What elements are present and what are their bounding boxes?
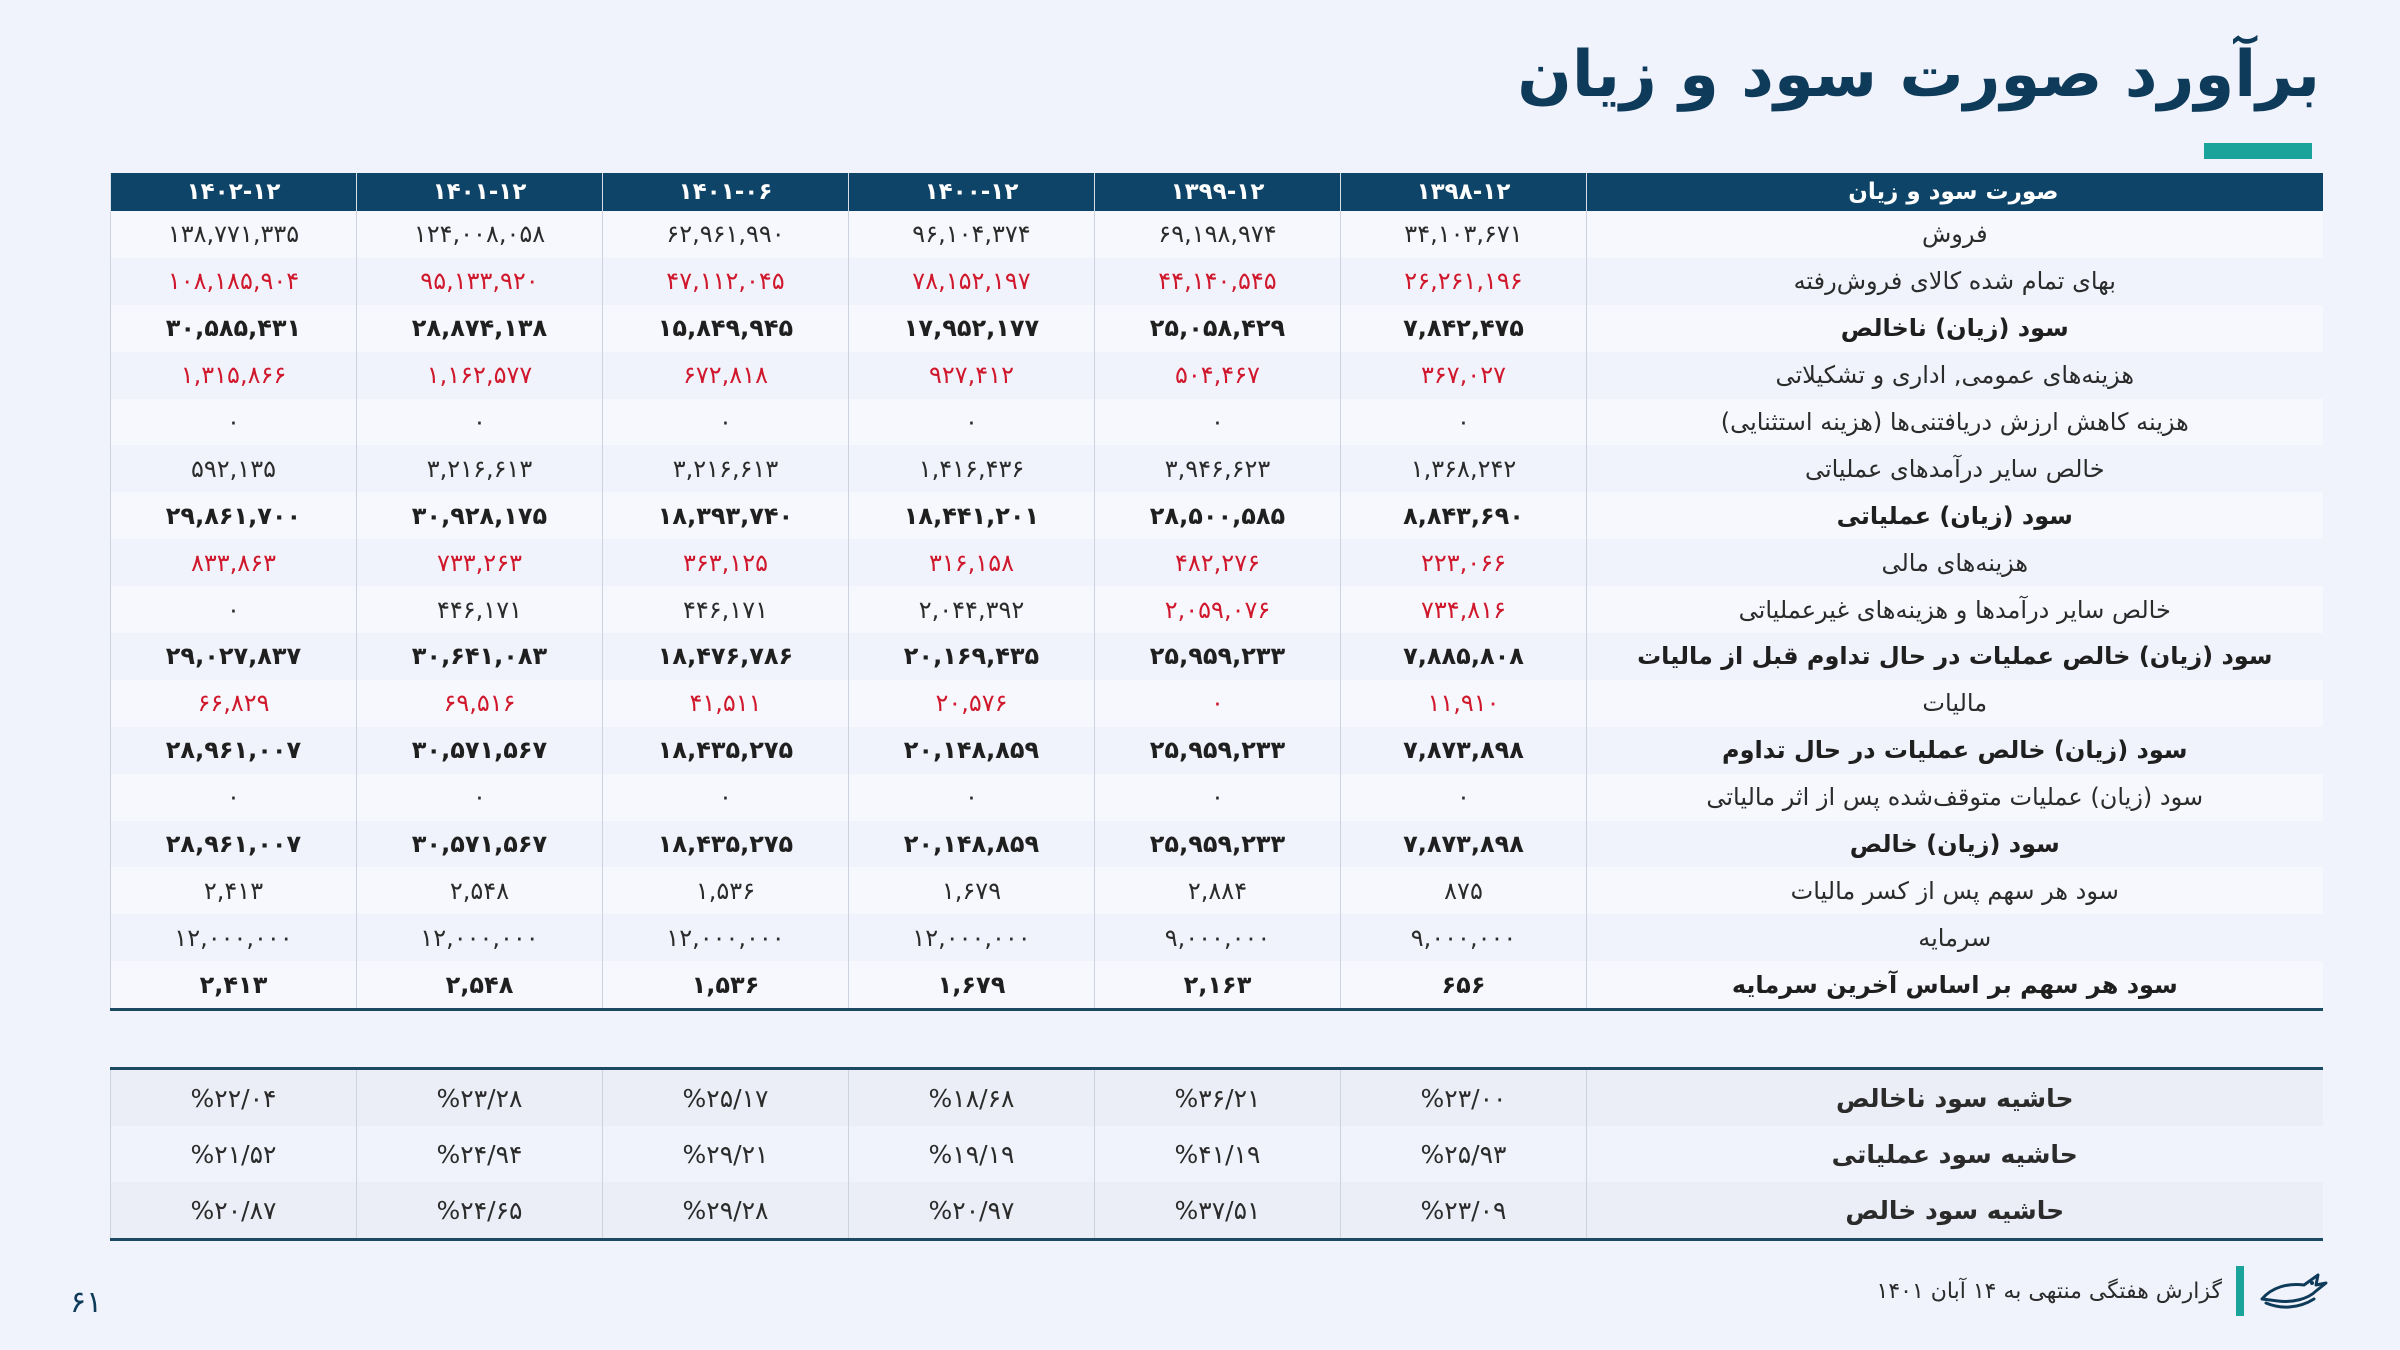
- value-cell: ۳۰,۵۷۱,۵۶۷: [357, 821, 603, 868]
- period-header: ۱۴۰۰-۱۲: [849, 173, 1095, 211]
- margins-body: [111, 1069, 2323, 1240]
- margin-value-cell: %۳۶/۲۱: [1095, 1069, 1341, 1127]
- row-label: هزینه کاهش ارزش دریافتنی‌ها (هزینه استثنایی): [1587, 399, 2323, 446]
- row-label: هزینه‌های عمومی, اداری و تشکیلاتی: [1587, 352, 2323, 399]
- value-cell: ۶۵۶: [1341, 961, 1587, 1009]
- value-cell: ۷۳۳,۲۶۳: [357, 539, 603, 586]
- value-cell: ۰: [111, 586, 357, 633]
- value-cell: ۲,۴۱۳: [111, 867, 357, 914]
- value-cell: ۰: [1341, 399, 1587, 446]
- value-cell: ۸۳۳,۸۶۳: [111, 539, 357, 586]
- value-cell: ۴۸۲,۲۷۶: [1095, 539, 1341, 586]
- value-cell: ۱,۱۶۲,۵۷۷: [357, 352, 603, 399]
- value-cell: ۱,۳۶۸,۲۴۲: [1341, 445, 1587, 492]
- value-cell: ۲۸,۵۰۰,۵۸۵: [1095, 492, 1341, 539]
- table-row: [111, 821, 2323, 868]
- value-cell: ۲۸,۹۶۱,۰۰۷: [111, 727, 357, 774]
- value-cell: ۲,۵۴۸: [357, 867, 603, 914]
- table-row: [111, 258, 2323, 305]
- value-cell: ۳۶۳,۱۲۵: [603, 539, 849, 586]
- title-accent-bar: [2204, 143, 2312, 159]
- margin-row: [111, 1182, 2323, 1240]
- period-header: ۱۳۹۹-۱۲: [1095, 173, 1341, 211]
- value-cell: ۷,۸۸۵,۸۰۸: [1341, 633, 1587, 680]
- value-cell: ۱۲,۰۰۰,۰۰۰: [603, 914, 849, 961]
- value-cell: ۱۸,۴۴۱,۲۰۱: [849, 492, 1095, 539]
- value-cell: ۱,۶۷۹: [849, 961, 1095, 1009]
- value-cell: ۰: [111, 399, 357, 446]
- income-statement-table: [110, 173, 2323, 1011]
- margin-value-cell: %۲۴/۶۵: [357, 1182, 603, 1240]
- value-cell: ۱۸,۴۳۵,۲۷۵: [603, 821, 849, 868]
- margin-row: [111, 1126, 2323, 1182]
- value-cell: ۱,۴۱۶,۴۳۶: [849, 445, 1095, 492]
- value-cell: ۶۲,۹۶۱,۹۹۰: [603, 211, 849, 258]
- value-cell: ۰: [357, 774, 603, 821]
- value-cell: ۷,۸۷۳,۸۹۸: [1341, 821, 1587, 868]
- value-cell: ۲۰,۱۴۸,۸۵۹: [849, 821, 1095, 868]
- row-label: سود (زیان) خالص عملیات در حال تداوم: [1587, 727, 2323, 774]
- table-row: [111, 961, 2323, 1009]
- value-cell: ۸,۸۴۳,۶۹۰: [1341, 492, 1587, 539]
- value-cell: ۳۶۷,۰۲۷: [1341, 352, 1587, 399]
- row-label: سود هر سهم پس از کسر مالیات: [1587, 867, 2323, 914]
- value-cell: ۱۲,۰۰۰,۰۰۰: [849, 914, 1095, 961]
- table-row: [111, 914, 2323, 961]
- margin-value-cell: %۲۵/۱۷: [603, 1069, 849, 1127]
- row-label: خالص سایر درآمدها و هزینه‌های غیرعملیاتی: [1587, 586, 2323, 633]
- value-cell: ۳,۲۱۶,۶۱۳: [603, 445, 849, 492]
- value-cell: ۲۰,۵۷۶: [849, 680, 1095, 727]
- value-cell: ۳۰,۶۴۱,۰۸۳: [357, 633, 603, 680]
- page-number: ۶۱: [70, 1285, 103, 1320]
- margin-value-cell: %۲۳/۰۰: [1341, 1069, 1587, 1127]
- table-row: [111, 352, 2323, 399]
- margin-value-cell: %۲۹/۲۱: [603, 1126, 849, 1182]
- margin-value-cell: %۲۰/۸۷: [111, 1182, 357, 1240]
- row-label: مالیات: [1587, 680, 2323, 727]
- value-cell: ۱,۵۳۶: [603, 867, 849, 914]
- value-cell: ۵۰۴,۴۶۷: [1095, 352, 1341, 399]
- value-cell: ۰: [1341, 774, 1587, 821]
- period-header: ۱۴۰۱-۱۲: [357, 173, 603, 211]
- value-cell: ۲,۰۴۴,۳۹۲: [849, 586, 1095, 633]
- row-label: سرمایه: [1587, 914, 2323, 961]
- page-title: برآورد صورت سود و زیان: [1517, 38, 2320, 112]
- row-label: بهای تمام شده کالای فروش‌رفته: [1587, 258, 2323, 305]
- value-cell: ۱۸,۴۳۵,۲۷۵: [603, 727, 849, 774]
- margin-value-cell: %۱۸/۶۸: [849, 1069, 1095, 1127]
- value-cell: ۲,۴۱۳: [111, 961, 357, 1009]
- value-cell: ۲۰,۱۴۸,۸۵۹: [849, 727, 1095, 774]
- value-cell: ۲,۱۶۳: [1095, 961, 1341, 1009]
- value-cell: ۲۵,۹۵۹,۲۳۳: [1095, 633, 1341, 680]
- value-cell: ۱۸,۴۷۶,۷۸۶: [603, 633, 849, 680]
- margin-label: حاشیه سود عملیاتی: [1587, 1126, 2323, 1182]
- footer: [1877, 1264, 2331, 1318]
- value-cell: ۹۲۷,۴۱۲: [849, 352, 1095, 399]
- value-cell: ۲,۵۴۸: [357, 961, 603, 1009]
- value-cell: ۹۵,۱۳۳,۹۲۰: [357, 258, 603, 305]
- margin-row: [111, 1069, 2323, 1127]
- value-cell: ۱۲,۰۰۰,۰۰۰: [111, 914, 357, 961]
- value-cell: ۱۰۸,۱۸۵,۹۰۴: [111, 258, 357, 305]
- value-cell: ۴۴,۱۴۰,۵۴۵: [1095, 258, 1341, 305]
- margin-value-cell: %۲۳/۰۹: [1341, 1182, 1587, 1240]
- value-cell: ۲۹,۸۶۱,۷۰۰: [111, 492, 357, 539]
- value-cell: ۰: [111, 774, 357, 821]
- margin-value-cell: %۳۷/۵۱: [1095, 1182, 1341, 1240]
- value-cell: ۲,۸۸۴: [1095, 867, 1341, 914]
- row-label: سود (زیان) خالص عملیات در حال تداوم قبل از مالیات: [1587, 633, 2323, 680]
- value-cell: ۱۲,۰۰۰,۰۰۰: [357, 914, 603, 961]
- value-cell: ۷۳۴,۸۱۶: [1341, 586, 1587, 633]
- table-row: [111, 633, 2323, 680]
- period-header: ۱۴۰۲-۱۲: [111, 173, 357, 211]
- row-label: سود (زیان) عملیاتی: [1587, 492, 2323, 539]
- value-cell: ۴۴۶,۱۷۱: [357, 586, 603, 633]
- row-label: فروش: [1587, 211, 2323, 258]
- value-cell: ۷۸,۱۵۲,۱۹۷: [849, 258, 1095, 305]
- value-cell: ۹,۰۰۰,۰۰۰: [1341, 914, 1587, 961]
- row-label: سود (زیان) ناخالص: [1587, 305, 2323, 352]
- margin-value-cell: %۲۳/۲۸: [357, 1069, 603, 1127]
- margins-table: [110, 1067, 2323, 1241]
- table-row: [111, 680, 2323, 727]
- row-label: سود هر سهم بر اساس آخرین سرمایه: [1587, 961, 2323, 1009]
- value-cell: ۰: [357, 399, 603, 446]
- value-cell: ۱۱,۹۱۰: [1341, 680, 1587, 727]
- value-cell: ۳,۹۴۶,۶۲۳: [1095, 445, 1341, 492]
- value-cell: ۶۷۲,۸۱۸: [603, 352, 849, 399]
- value-cell: ۱۸,۳۹۳,۷۴۰: [603, 492, 849, 539]
- value-cell: ۰: [849, 399, 1095, 446]
- table-row: [111, 492, 2323, 539]
- value-cell: ۱۵,۸۴۹,۹۴۵: [603, 305, 849, 352]
- value-cell: ۲۵,۹۵۹,۲۳۳: [1095, 727, 1341, 774]
- value-cell: ۰: [1095, 399, 1341, 446]
- row-label: سود (زیان) خالص: [1587, 821, 2323, 868]
- value-cell: ۹۶,۱۰۴,۳۷۴: [849, 211, 1095, 258]
- table-row: [111, 774, 2323, 821]
- value-cell: ۲۸,۸۷۴,۱۳۸: [357, 305, 603, 352]
- value-cell: ۲,۰۵۹,۰۷۶: [1095, 586, 1341, 633]
- row-label: هزینه‌های مالی: [1587, 539, 2323, 586]
- value-cell: ۲۲۳,۰۶۶: [1341, 539, 1587, 586]
- value-cell: ۲۸,۹۶۱,۰۰۷: [111, 821, 357, 868]
- margin-label: حاشیه سود ناخالص: [1587, 1069, 2323, 1127]
- table-row: [111, 305, 2323, 352]
- margin-value-cell: %۱۹/۱۹: [849, 1126, 1095, 1182]
- value-cell: ۵۹۲,۱۳۵: [111, 445, 357, 492]
- value-cell: ۲۵,۰۵۸,۴۲۹: [1095, 305, 1341, 352]
- value-cell: ۰: [1095, 774, 1341, 821]
- period-header: ۱۴۰۱-۰۶: [603, 173, 849, 211]
- value-cell: ۲۰,۱۶۹,۴۳۵: [849, 633, 1095, 680]
- value-cell: ۰: [849, 774, 1095, 821]
- footer-accent-bar: [2236, 1266, 2244, 1316]
- value-cell: ۳۰,۵۷۱,۵۶۷: [357, 727, 603, 774]
- value-cell: ۴۷,۱۱۲,۰۴۵: [603, 258, 849, 305]
- value-cell: ۲۹,۰۲۷,۸۳۷: [111, 633, 357, 680]
- value-cell: ۳۰,۵۸۵,۴۳۱: [111, 305, 357, 352]
- income-statement-body: [111, 211, 2323, 1010]
- value-cell: ۶۹,۱۹۸,۹۷۴: [1095, 211, 1341, 258]
- value-cell: ۰: [603, 774, 849, 821]
- value-cell: ۷,۸۷۳,۸۹۸: [1341, 727, 1587, 774]
- margin-value-cell: %۲۰/۹۷: [849, 1182, 1095, 1240]
- value-cell: ۴۴۶,۱۷۱: [603, 586, 849, 633]
- margin-value-cell: %۲۲/۰۴: [111, 1069, 357, 1127]
- margin-value-cell: %۲۹/۲۸: [603, 1182, 849, 1240]
- value-cell: ۰: [1095, 680, 1341, 727]
- value-cell: ۷,۸۴۲,۴۷۵: [1341, 305, 1587, 352]
- margin-value-cell: %۴۱/۱۹: [1095, 1126, 1341, 1182]
- table-row: [111, 586, 2323, 633]
- value-cell: ۱۳۸,۷۷۱,۳۳۵: [111, 211, 357, 258]
- value-cell: ۱۷,۹۵۲,۱۷۷: [849, 305, 1095, 352]
- table-row: [111, 539, 2323, 586]
- value-cell: ۸۷۵: [1341, 867, 1587, 914]
- footer-text: گزارش هفتگی منتهی به ۱۴ آبان ۱۴۰۱: [1876, 1278, 2222, 1304]
- value-cell: ۱,۵۳۶: [603, 961, 849, 1009]
- margin-value-cell: %۲۱/۵۲: [111, 1126, 357, 1182]
- table-row: [111, 445, 2323, 492]
- margin-value-cell: %۲۴/۹۴: [357, 1126, 603, 1182]
- row-label: سود (زیان) عملیات متوقف‌شده پس از اثر مالیاتی: [1587, 774, 2323, 821]
- table-row: [111, 867, 2323, 914]
- value-cell: ۲۶,۲۶۱,۱۹۶: [1341, 258, 1587, 305]
- value-cell: ۱,۶۷۹: [849, 867, 1095, 914]
- header-label: صورت سود و زیان: [1587, 173, 2323, 211]
- value-cell: ۳۰,۹۲۸,۱۷۵: [357, 492, 603, 539]
- value-cell: ۱۲۴,۰۰۸,۰۵۸: [357, 211, 603, 258]
- value-cell: ۱,۳۱۵,۸۶۶: [111, 352, 357, 399]
- value-cell: ۳,۲۱۶,۶۱۳: [357, 445, 603, 492]
- bird-logo-icon: [2258, 1269, 2330, 1313]
- table-row: [111, 727, 2323, 774]
- value-cell: ۶۶,۸۲۹: [111, 680, 357, 727]
- value-cell: ۰: [603, 399, 849, 446]
- value-cell: ۴۱,۵۱۱: [603, 680, 849, 727]
- row-label: خالص سایر درآمدهای عملیاتی: [1587, 445, 2323, 492]
- table-header-row: [111, 173, 2323, 211]
- margin-value-cell: %۲۵/۹۳: [1341, 1126, 1587, 1182]
- value-cell: ۶۹,۵۱۶: [357, 680, 603, 727]
- value-cell: ۲۵,۹۵۹,۲۳۳: [1095, 821, 1341, 868]
- value-cell: ۳۱۶,۱۵۸: [849, 539, 1095, 586]
- period-header: ۱۳۹۸-۱۲: [1341, 173, 1587, 211]
- table-row: [111, 211, 2323, 258]
- value-cell: ۳۴,۱۰۳,۶۷۱: [1341, 211, 1587, 258]
- margin-label: حاشیه سود خالص: [1587, 1182, 2323, 1240]
- value-cell: ۹,۰۰۰,۰۰۰: [1095, 914, 1341, 961]
- table-row: [111, 399, 2323, 446]
